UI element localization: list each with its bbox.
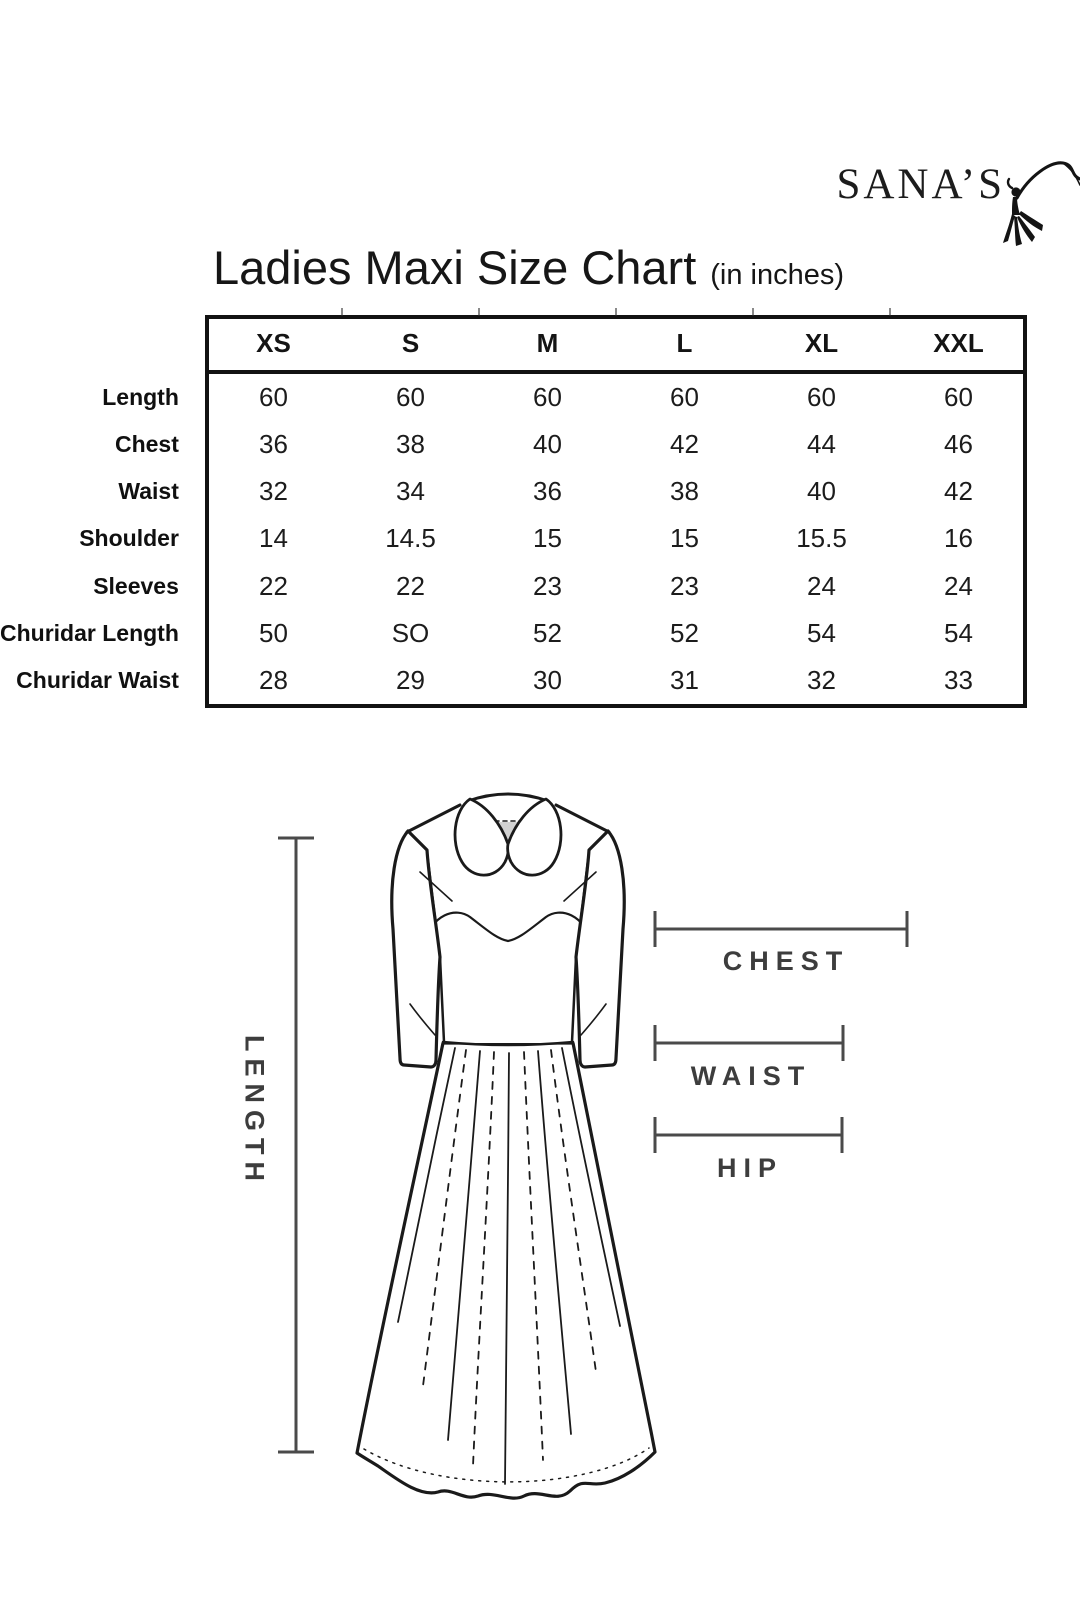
cell: 14.5 (385, 523, 436, 554)
cell: 23 (533, 570, 562, 601)
cell: 54 (807, 617, 836, 648)
cell: 52 (670, 617, 699, 648)
cell: 15 (533, 523, 562, 554)
cell: 54 (944, 617, 973, 648)
row-label-sleeves: Sleeves (93, 572, 179, 599)
cell: 24 (944, 570, 973, 601)
cell: 24 (807, 570, 836, 601)
chest-label: CHEST (722, 946, 850, 976)
cell: 30 (533, 664, 562, 695)
hip-measure-line (655, 1117, 842, 1153)
hip-label: HIP (716, 1153, 783, 1183)
column-header-l: L (676, 328, 693, 358)
cell: 60 (670, 382, 699, 413)
cell: 33 (944, 664, 973, 695)
cell: SO (391, 617, 430, 648)
cell: 15 (670, 523, 699, 554)
cell: 23 (670, 570, 699, 601)
column-header-m: M (536, 328, 559, 358)
row-label-waist: Waist (118, 478, 179, 505)
cell: 31 (670, 664, 699, 695)
cell: 42 (670, 429, 699, 460)
cell: 22 (259, 570, 288, 601)
column-header-xs: XS (256, 328, 291, 358)
row-label-shoulder: Shoulder (79, 525, 179, 552)
length-measure-line (278, 838, 314, 1452)
cell: 52 (533, 617, 562, 648)
cell: 36 (259, 429, 288, 460)
row-label-churidar-length: Churidar Length (0, 619, 179, 646)
cell: 36 (533, 476, 562, 507)
row-label-length: Length (102, 384, 179, 411)
cell: 29 (396, 664, 425, 695)
page-title-unit-note: (in inches) (710, 259, 845, 291)
cell: 38 (670, 476, 699, 507)
cell: 60 (807, 382, 836, 413)
cell: 40 (533, 429, 562, 460)
cell: 44 (807, 429, 836, 460)
cell: 42 (944, 476, 973, 507)
column-header-s: S (401, 328, 420, 358)
cell: 40 (807, 476, 836, 507)
cell: 34 (396, 476, 425, 507)
column-header-xxl: XXL (933, 328, 984, 358)
cell: 50 (259, 617, 288, 648)
cell: 46 (944, 429, 973, 460)
column-header-xl: XL (804, 328, 839, 358)
cell: 60 (944, 382, 973, 413)
cell: 15.5 (796, 523, 847, 554)
waist-label: WAIST (690, 1061, 812, 1091)
cell: 60 (259, 382, 288, 413)
length-label: LENGTH (239, 1035, 270, 1188)
cell: 60 (396, 382, 425, 413)
cell: 38 (396, 429, 425, 460)
cell: 32 (259, 476, 288, 507)
cell: 14 (259, 523, 288, 554)
chest-measure-line (655, 911, 907, 947)
cell: 16 (944, 523, 973, 554)
cell: 60 (533, 382, 562, 413)
row-label-chest: Chest (114, 431, 179, 458)
cell: 32 (807, 664, 836, 695)
brand-name: SANA’S (836, 161, 1005, 208)
row-label-churidar-waist: Churidar Waist (16, 666, 179, 693)
waist-measure-line (655, 1025, 843, 1061)
page-title-text: Ladies Maxi Size Chart (213, 241, 697, 294)
cell: 22 (396, 570, 425, 601)
cell: 28 (259, 664, 288, 695)
